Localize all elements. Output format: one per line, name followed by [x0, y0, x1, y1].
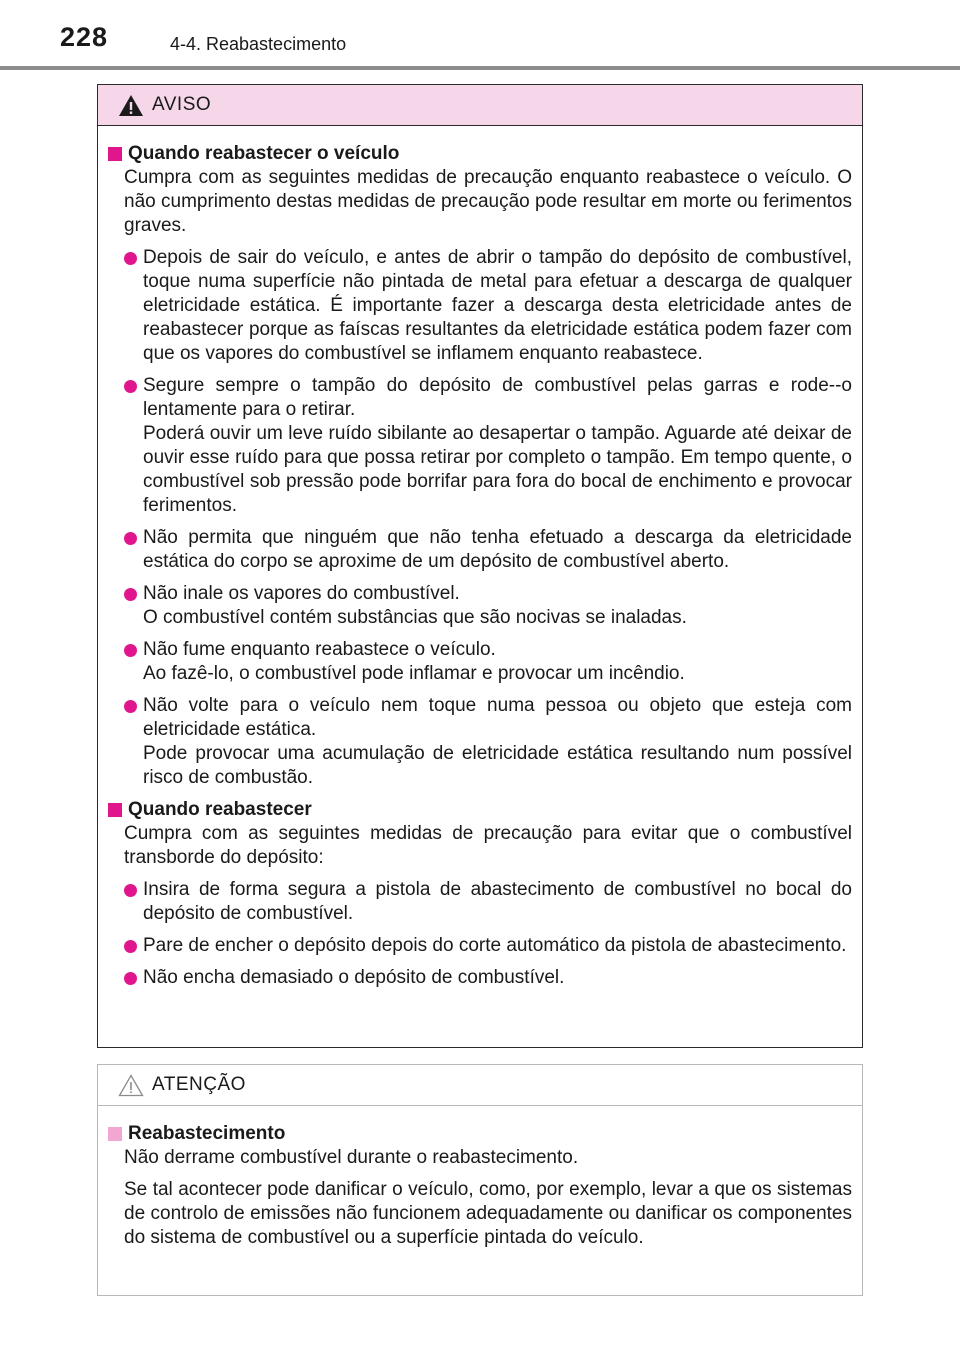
notice-section: [108, 1122, 852, 1250]
notice-section-title: [108, 1122, 852, 1146]
square-bullet-icon: [108, 1127, 122, 1141]
notice-paragraph: Não derrame combustível durante o reabastecimento.: [124, 1147, 579, 1168]
notice-box: [97, 1064, 863, 1296]
bullet-item: [124, 966, 852, 990]
circle-bullet-icon: [124, 380, 137, 393]
bullet-paragraph: Poderá ouvir um leve ruído sibilante ao desapertar o tampão. Aguarde até deixar de ouvir esse ruído para que possa retirar por completo o tampão. Em tempo quente, o combustível sob pressão pode borrifar para fora do bocal de enchimento e provocar ferimentos.: [143, 423, 852, 516]
circle-bullet-icon: [124, 588, 137, 601]
square-bullet-icon: [108, 147, 122, 161]
warning-section-title: [108, 142, 852, 166]
bullet-text: [143, 878, 852, 926]
bullet-paragraph: O combustível contém substâncias que são nocivas se inaladas.: [143, 607, 687, 628]
bullet-item: [124, 878, 852, 926]
warning-section-title: [108, 798, 852, 822]
bullet-paragraph: Não fume enquanto reabastece o veículo.: [143, 639, 496, 660]
notice-body: [98, 1106, 862, 1250]
circle-bullet-icon: [124, 532, 137, 545]
bullet-item: [124, 694, 852, 790]
bullet-text: [143, 638, 852, 686]
circle-bullet-icon: [124, 972, 137, 985]
circle-bullet-icon: [124, 252, 137, 265]
bullet-paragraph: Segure sempre o tampão do depósito de combustível pelas garras e rode--o lentamente para o retirar.: [143, 375, 852, 420]
bullet-item: [124, 374, 852, 518]
bullet-paragraph: Insira de forma segura a pistola de abastecimento de combustível no bocal do depósito de combustível.: [143, 879, 852, 924]
section-title-text: Quando reabastecer o veículo: [128, 143, 400, 164]
bullet-paragraph: Ao fazê-lo, o combustível pode inflamar e provocar um incêndio.: [143, 663, 685, 684]
notice-label: ATENÇÃO: [152, 1074, 246, 1095]
warning-label: AVISO: [152, 94, 212, 115]
warning-box: [97, 84, 863, 1048]
circle-bullet-icon: [124, 644, 137, 657]
caution-triangle-icon: [118, 1074, 144, 1097]
bullet-item: [124, 526, 852, 574]
circle-bullet-icon: [124, 700, 137, 713]
bullet-text: [143, 526, 852, 574]
warning-body: [98, 126, 862, 990]
bullet-item: [124, 934, 852, 958]
warning-header: [98, 85, 862, 126]
bullet-paragraph: Não inale os vapores do combustível.: [143, 583, 460, 604]
bullet-item: [124, 246, 852, 366]
page-number: 228: [60, 22, 109, 52]
header-rule: [0, 66, 960, 70]
bullet-text: [143, 582, 852, 630]
bullet-item: [124, 638, 852, 686]
warning-triangle-icon: [118, 94, 144, 117]
warning-section: [108, 798, 852, 990]
section-title-text: Quando reabastecer: [128, 799, 312, 820]
notice-header: [98, 1065, 862, 1106]
section-title: 4-4. Reabastecimento: [170, 34, 347, 54]
warning-section: [108, 142, 852, 790]
bullet-text: [143, 374, 852, 518]
bullet-paragraph: Pare de encher o depósito depois do corte automático da pistola de abastecimento.: [143, 935, 847, 956]
square-bullet-icon: [108, 803, 122, 817]
circle-bullet-icon: [124, 884, 137, 897]
bullet-paragraph: Não encha demasiado o depósito de combustível.: [143, 967, 565, 988]
notice-paragraph: Se tal acontecer pode danificar o veículo, como, por exemplo, levar a que os sistemas de controlo de emissões não funcionem adequadamente ou danificar os componentes do sistema de combustível ou a superfície pintada do veículo.: [124, 1179, 852, 1248]
bullet-paragraph: Pode provocar uma acumulação de eletricidade estática resultando num possível risco de combustão.: [143, 743, 852, 788]
notice-title-text: Reabastecimento: [128, 1123, 286, 1144]
bullet-paragraph: Depois de sair do veículo, e antes de abrir o tampão do depósito de combustível, toque numa superfície não pintada de metal para efetuar a descarga de qualquer eletricidade estática. É importante fazer a descarga desta eletricidade antes de reabastecer porque as faíscas resultantes da eletricidade estática podem fazer com que os vapores do combustível se inflamem enquanto reabastece.: [143, 247, 852, 364]
bullet-text: [143, 934, 852, 958]
section-intro: Cumpra com as seguintes medidas de precaução para evitar que o combustível transborde do depósito:: [124, 823, 852, 868]
bullet-text: [143, 246, 852, 366]
bullet-text: [143, 694, 852, 790]
bullet-text: [143, 966, 852, 990]
bullet-item: [124, 582, 852, 630]
bullet-paragraph: Não volte para o veículo nem toque numa pessoa ou objeto que esteja com eletricidade estática.: [143, 695, 852, 740]
section-intro: Cumpra com as seguintes medidas de precaução enquanto reabastece o veículo. O não cumprimento destas medidas de precaução pode resultar em morte ou ferimentos graves.: [124, 167, 852, 236]
circle-bullet-icon: [124, 940, 137, 953]
bullet-paragraph: Não permita que ninguém que não tenha efetuado a descarga da eletricidade estática do corpo se aproxime de um depósito de combustível aberto.: [143, 527, 852, 572]
